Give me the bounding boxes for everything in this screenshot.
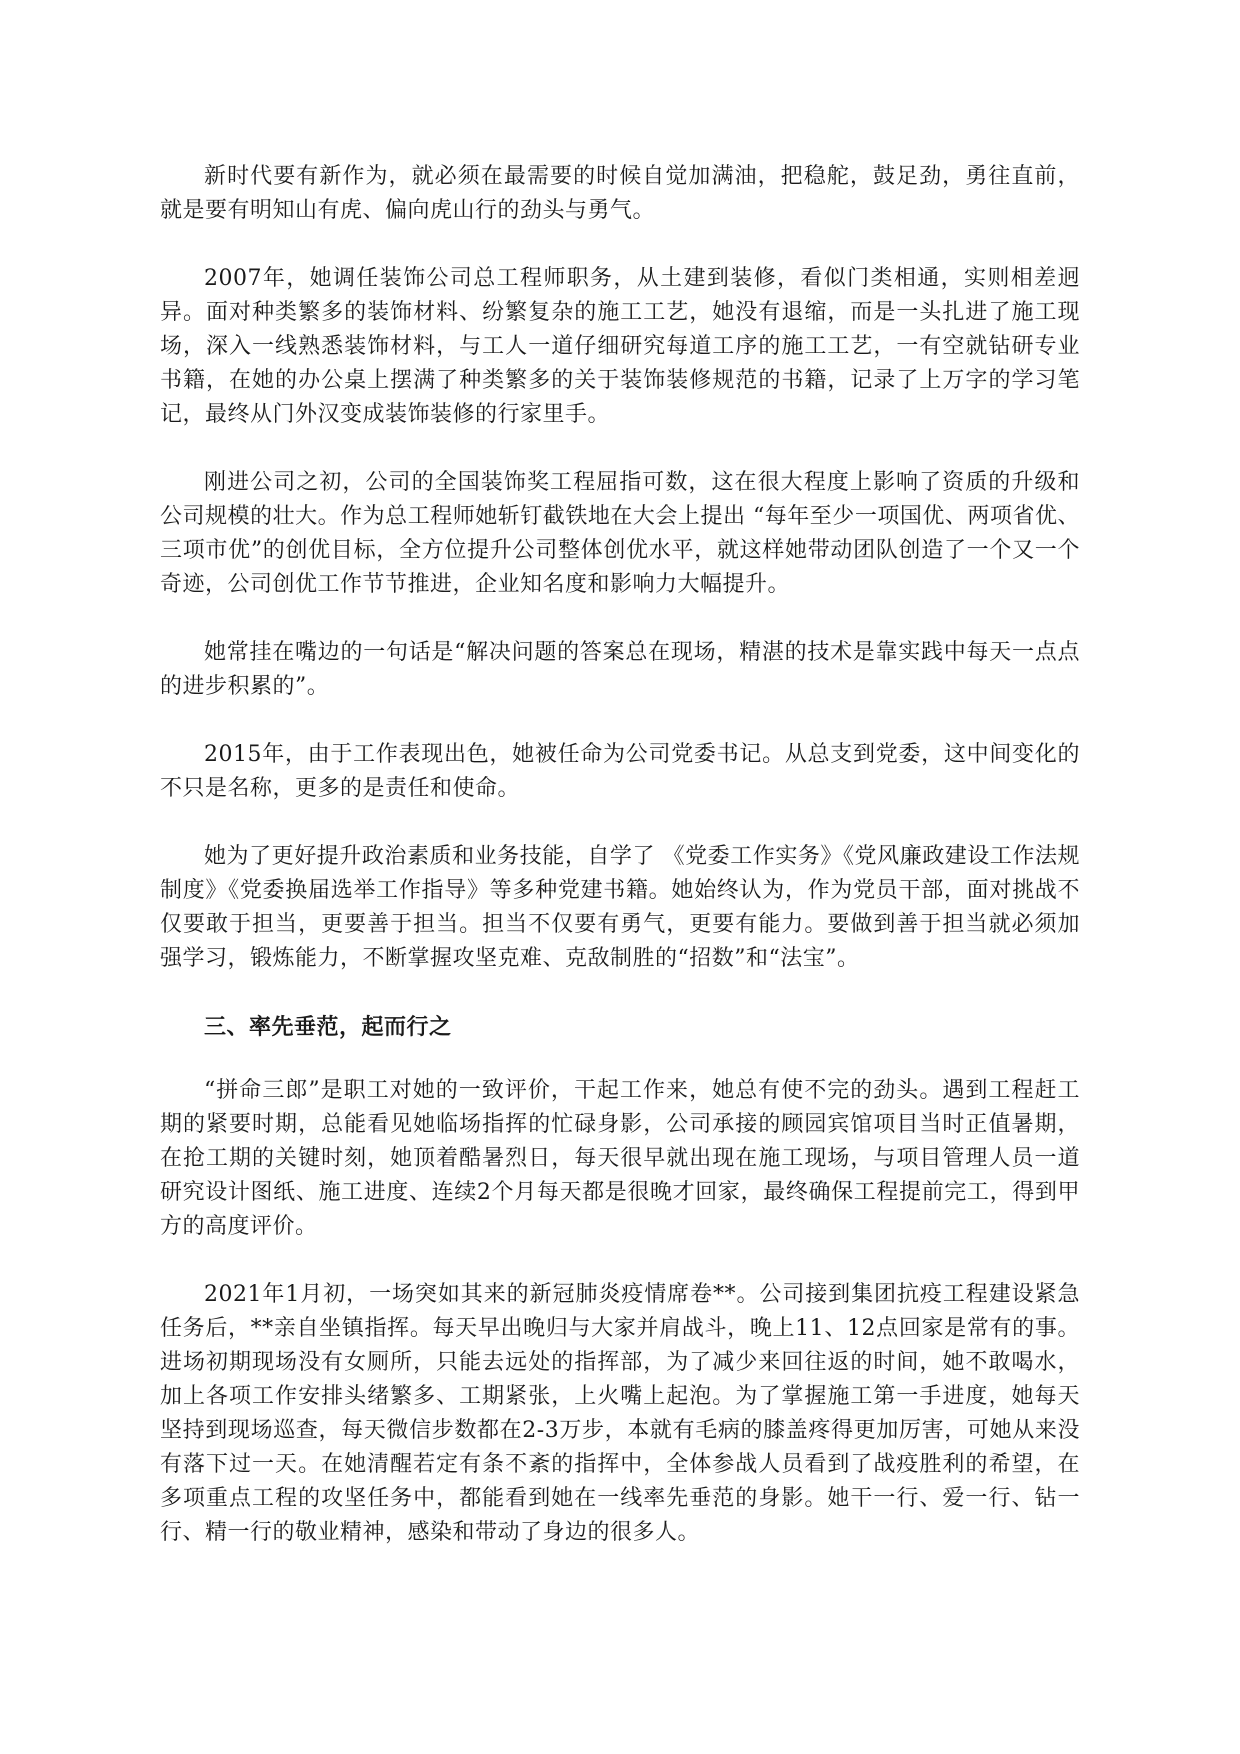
paragraph-4: 她常挂在嘴边的一句话是“解决问题的答案总在现场，精湛的技术是靠实践中每天一点点的进步积累的”。	[160, 640, 1080, 699]
paragraph-5: 2015年，由于工作表现出色，她被任命为公司党委书记。从总支到党委，这中间变化的不只是名称，更多的是责任和使命。	[160, 742, 1080, 801]
section-heading: 三、率先垂范，起而行之	[204, 1014, 452, 1040]
paragraph-6: 她为了更好提升政治素质和业务技能，自学了 《党委工作实务》《党风廉政建设工作法规制度》《党委换届选举工作指导》等多种党建书籍。她始终认为，作为党员干部，面对挑战不仅要敢于担当，更要善于担当。担当不仅要有勇气，更要有能力。要做到善于担当就必须加强学习，锻炼能力，不断掌握攻坚克难、克敌制胜的“招数”和“法宝”。	[160, 844, 1080, 971]
paragraph-3: 刚进公司之初，公司的全国装饰奖工程屈指可数，这在很大程度上影响了资质的升级和公司规模的壮大。作为总工程师她斩钉截铁地在大会上提出 “每年至少一项国优、两项省优、三项市优”的创优目标，全方位提升公司整体创优水平，就这样她带动团队创造了一个又一个奇迹，公司创优工作节节推进，企业知名度和影响力大幅提升。	[160, 470, 1080, 597]
paragraph-1: 新时代要有新作为，就必须在最需要的时候自觉加满油，把稳舵，鼓足劲，勇往直前，就是要有明知山有虎、偏向虎山行的劲头与勇气。	[160, 164, 1080, 223]
paragraph-2: 2007年，她调任装饰公司总工程师职务，从土建到装修，看似门类相通，实则相差迥异。面对种类繁多的装饰材料、纷繁复杂的施工工艺，她没有退缩，而是一头扎进了施工现场，深入一线熟悉装饰材料，与工人一道仔细研究每道工序的施工工艺，一有空就钻研专业书籍，在她的办公桌上摆满了种类繁多的关于装饰装修规范的书籍，记录了上万字的学习笔记，最终从门外汉变成装饰装修的行家里手。	[160, 266, 1080, 427]
paragraph-8: 2021年1月初，一场突如其来的新冠肺炎疫情席卷**。公司接到集团抗疫工程建设紧急任务后，**亲自坐镇指挥。每天早出晚归与大家并肩战斗，晚上11、12点回家是常有的事。进场初期现场没有女厕所，只能去远处的指挥部，为了减少来回往返的时间，她不敢喝水，加上各项工作安排头绪繁多、工期紧张，上火嘴上起泡。为了掌握施工第一手进度，她每天坚持到现场巡查，每天微信步数都在2-3万步，本就有毛病的膝盖疼得更加厉害，可她从来没有落下过一天。在她清醒若定有条不紊的指挥中，全体参战人员看到了战疫胜利的希望，在多项重点工程的攻坚任务中，都能看到她在一线率先垂范的身影。她干一行、爱一行、钻一行、精一行的敬业精神，感染和带动了身边的很多人。	[160, 1282, 1080, 1545]
document-body	[160, 160, 1080, 1584]
paragraph-7: “拼命三郎”是职工对她的一致评价，干起工作来，她总有使不完的劲头。遇到工程赶工期的紧要时期，总能看见她临场指挥的忙碌身影，公司承接的顾园宾馆项目当时正值暑期，在抢工期的关键时刻，她顶着酷暑烈日，每天很早就出现在施工现场，与项目管理人员一道研究设计图纸、施工进度、连续2个月每天都是很晚才回家，最终确保工程提前完工，得到甲方的高度评价。	[160, 1078, 1080, 1239]
